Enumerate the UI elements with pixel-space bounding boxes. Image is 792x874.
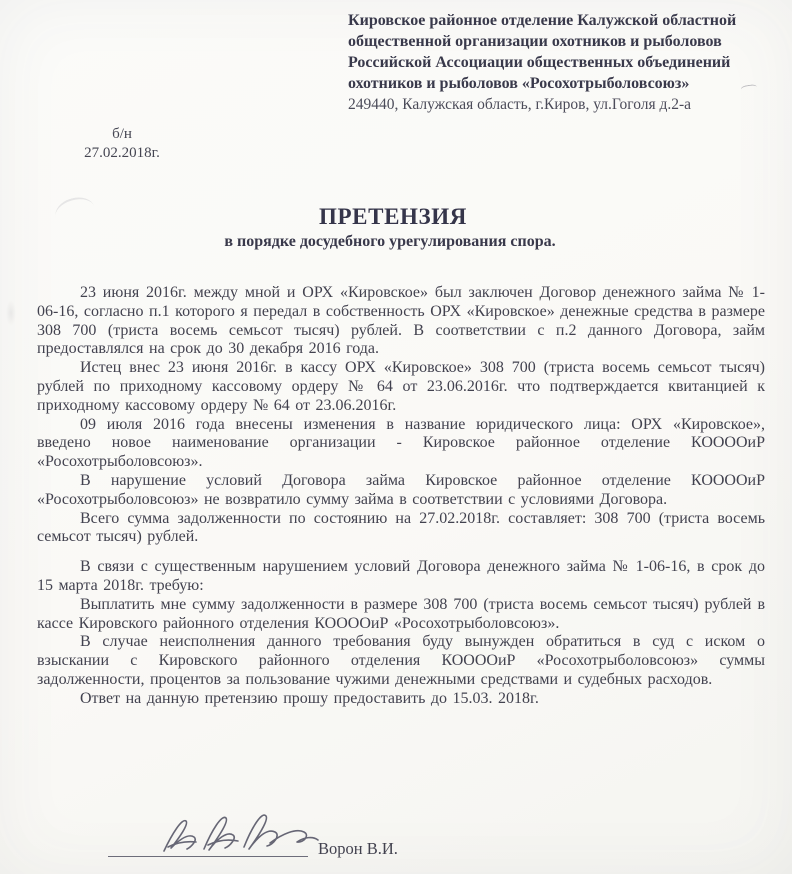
- document-subtitle: в порядке досудебного урегулирования спора.: [224, 233, 556, 250]
- document-number: б/н: [112, 126, 132, 142]
- paragraph-rename: 09 июля 2016 года внесены изменения в название юридического лица: ОРХ «Кировское», введено новое наименование организации - Кировское районное отделение КООООиР «Росохотрыболовсоюз».: [37, 415, 765, 471]
- paragraph-demand-intro: В связи с существенным нарушением условий Договора денежного займа № 1-06-16, в срок до 15 марта 2018г. требую:: [37, 558, 765, 594]
- document-title: ПРЕТЕНЗИЯ: [319, 204, 467, 229]
- document-meta: [80, 125, 164, 162]
- paragraph-cash-order: Истец внес 23 июня 2016г. в кассу ОРХ «Кировское» 308 700 (триста восемь семьсот тысяч) рублей по приходному кассовому ордеру № 64 от 23.06.2016г. что подтверждается квитанцией к приходному кассовому ордеру № 64 от 23.06.2016г.: [37, 359, 765, 414]
- paragraph-breach: В нарушение условий Договора займа Кировское районное отделение КООООиР «Росохотрыболовсоюз» не возвратило сумму займа в соответствии с условиями Договора.: [37, 471, 765, 508]
- document-body: [37, 284, 765, 709]
- paragraph-demand-payment: Выплатить мне сумму задолженности в размере 308 700 (триста восемь семьсот тысяч) рублей в кассе Кировского районного отделения КООООиР «Росохотрыболовсоюз».: [37, 595, 765, 632]
- organization-address: 249440, Калужская область, г.Киров, ул.Гоголя д.2-а: [348, 96, 692, 113]
- paragraph-response-deadline: Ответ на данную претензию прошу предоставить до 15.03. 2018г.: [80, 689, 539, 707]
- scan-artifact: [6, 300, 16, 326]
- document-date: 27.02.2018г.: [84, 144, 160, 161]
- signatory-name: Ворон В.И.: [318, 839, 398, 858]
- organization-header: [348, 10, 772, 114]
- paragraph-debt-total: Всего сумма задолженности по состоянию на 27.02.2018г. составляет: 308 700 (триста восемь семьсот тысяч) рублей.: [37, 509, 765, 546]
- organization-name: Кировское районное отделение Калужской областной общественной организации охотников и рыболовов Российской Ассоциации общественных объединений охотников и рыболовов «Росохотрыболовсоюз»: [348, 12, 737, 92]
- handwritten-signature: [158, 810, 322, 858]
- signature-line: [108, 856, 308, 857]
- paragraph-court-warning: В случае неисполнения данного требования буду вынужден обратиться в суд с иском о взыскании с Кировского районного отделения КООООиР «Росохотрыболовсоюз» суммы задолженности, процентов за пользование чужими денежными средствами и судебных расходов.: [37, 633, 765, 688]
- paragraph-loan-agreement: 23 июня 2016г. между мной и ОРХ «Кировское» был заключен Договор денежного займа № 1-06-16, согласно п.1 которого я передал в собственность ОРХ «Кировское» денежные средства в размере 308 700 (триста восемь семьсот тысяч) рублей. В соответствии с п.2 данного Договора, займ предоставлялся на срок до 30 декабря 2016 года.: [37, 284, 765, 358]
